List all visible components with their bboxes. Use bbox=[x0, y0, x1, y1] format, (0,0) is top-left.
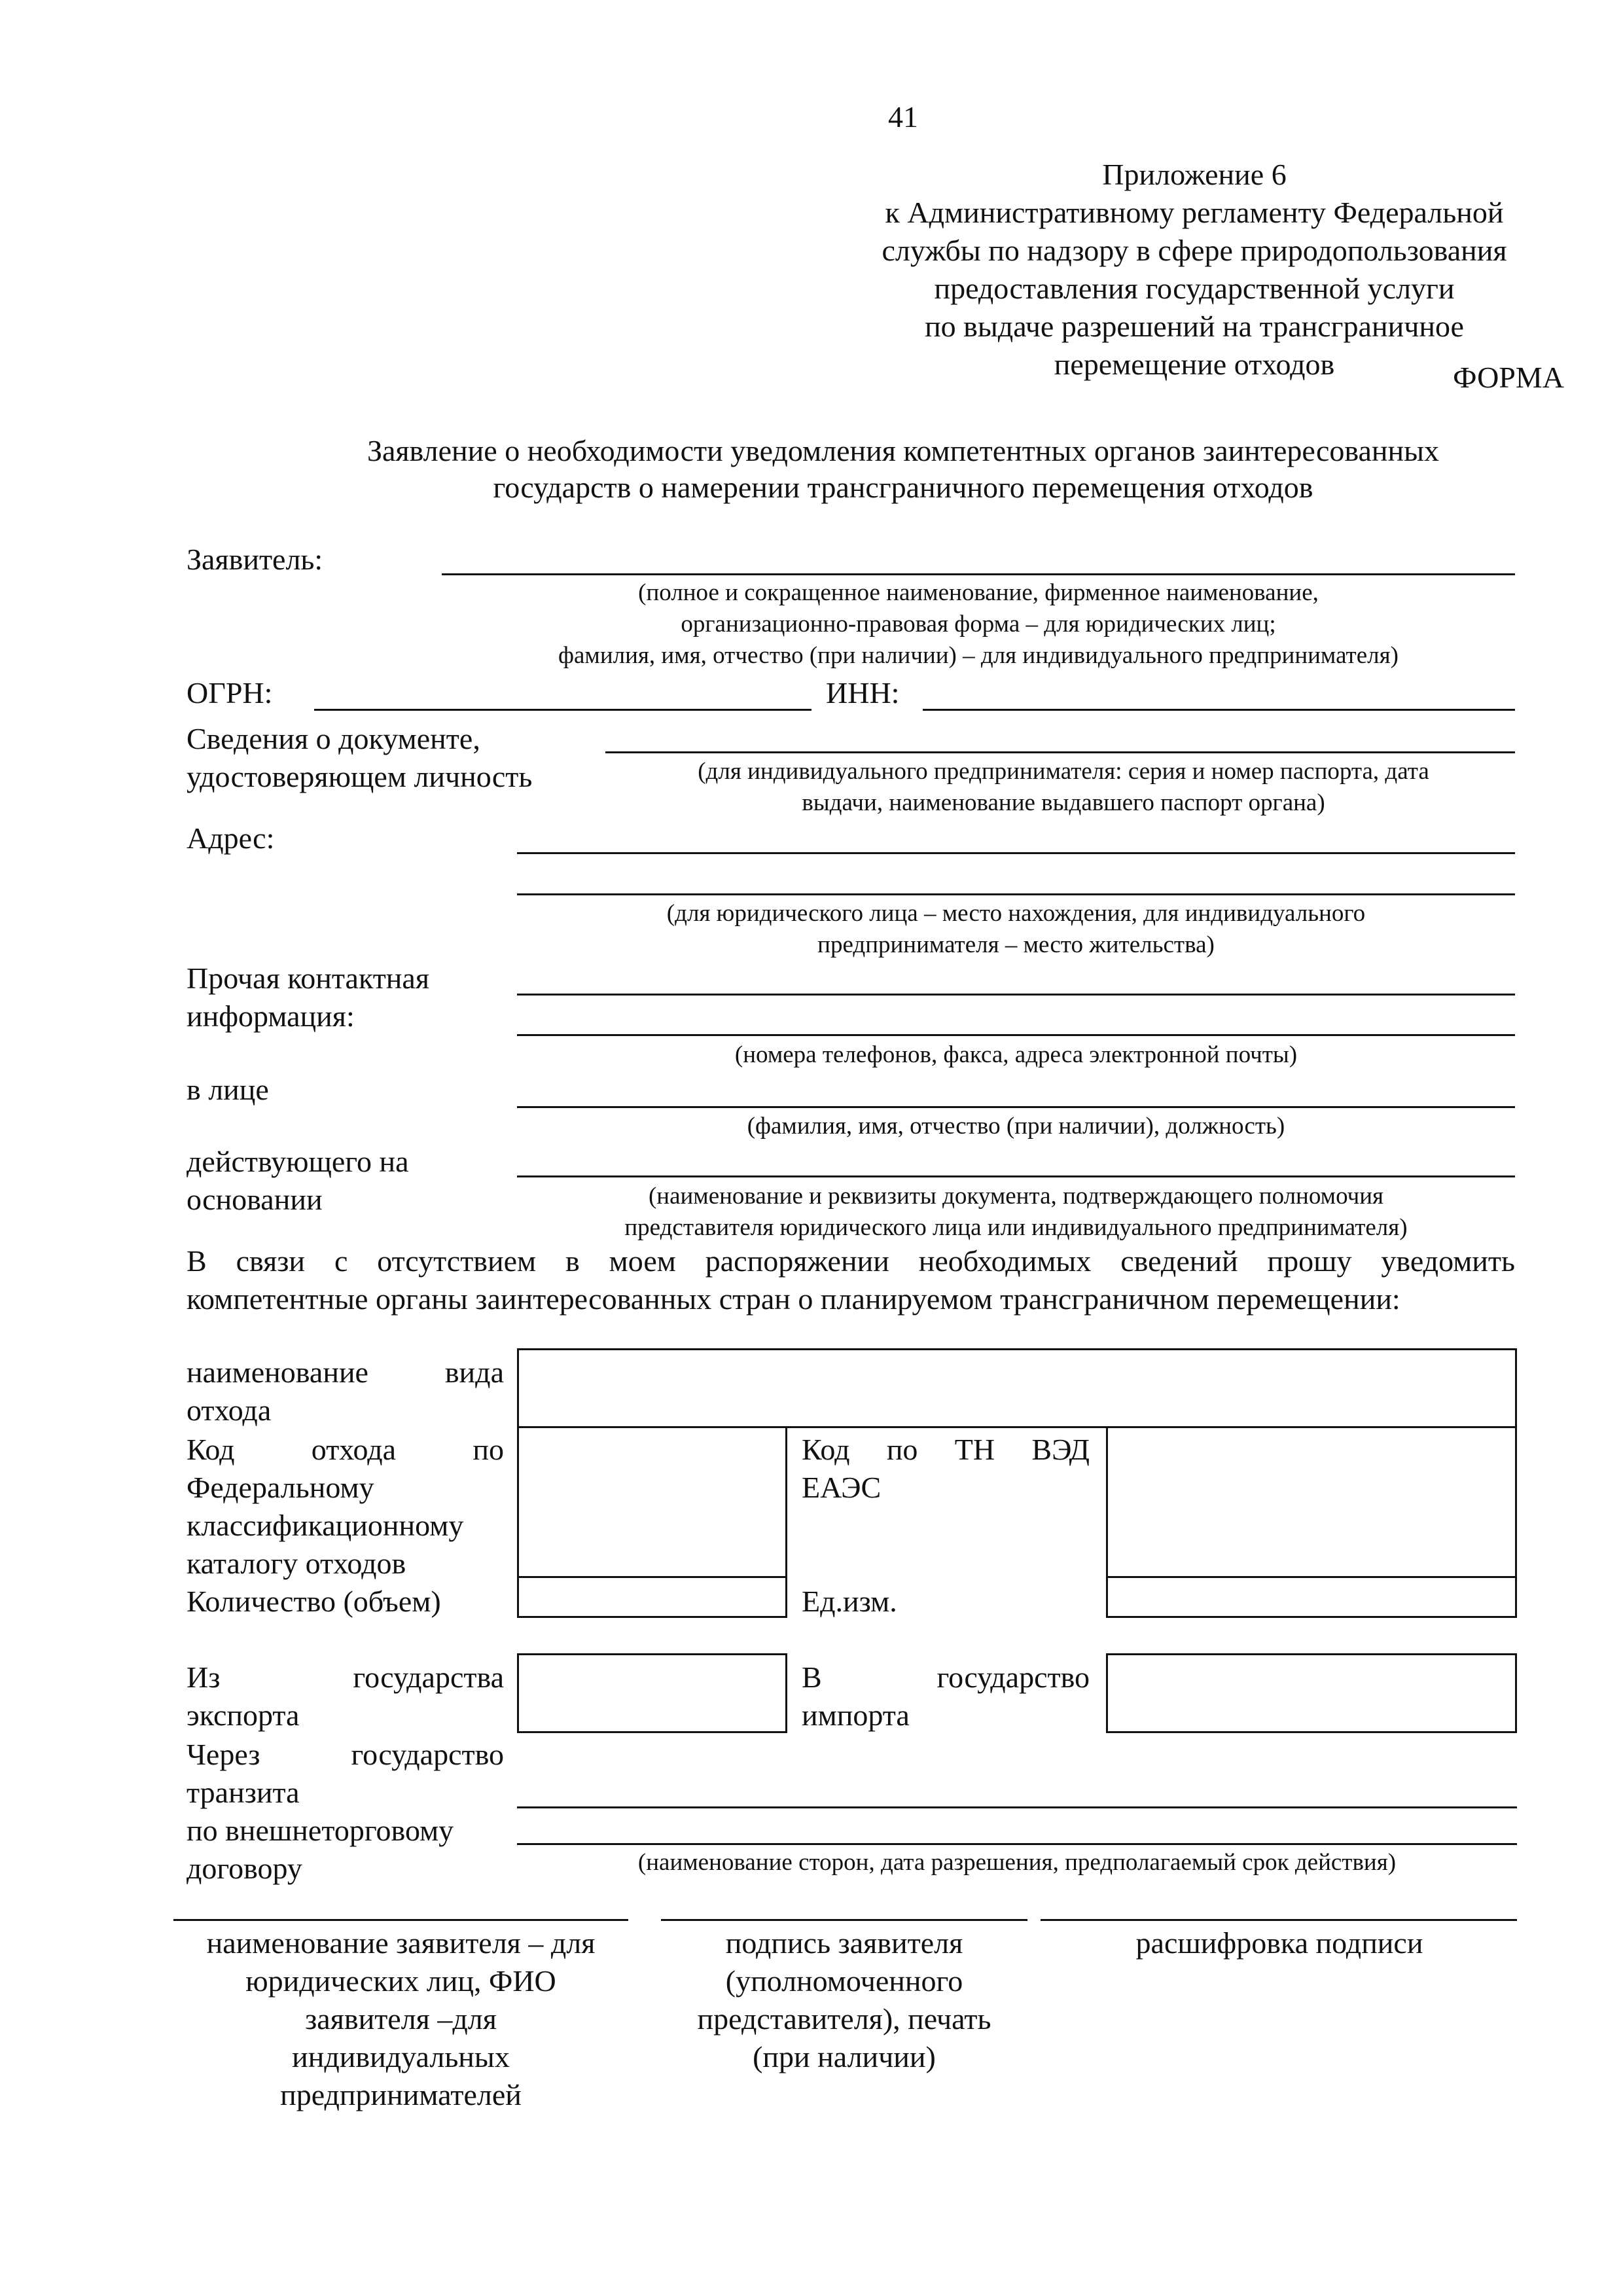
address-hint1: (для юридического лица – место нахождения, для индивидуального bbox=[666, 900, 1366, 927]
applicant-name-signature-line[interactable] bbox=[173, 1919, 628, 1921]
fkko-label3: классификационному bbox=[187, 1509, 464, 1542]
applicant-hint2: организационно-правовая форма – для юридических лиц; bbox=[681, 611, 1276, 637]
contract-field[interactable] bbox=[517, 1843, 1517, 1845]
waste-name-label1: наименование вида bbox=[187, 1355, 504, 1389]
signature-caption-line: представителя), печать bbox=[697, 2002, 991, 2036]
basis-field[interactable] bbox=[517, 1175, 1515, 1177]
signature-caption bbox=[648, 1924, 1041, 2076]
tnved-label1: Код по ТН ВЭД bbox=[802, 1433, 1090, 1466]
inn-field[interactable] bbox=[923, 709, 1515, 711]
request-line1: В связи с отсутствием в моем распоряжении необходимых сведений прошу уведомить bbox=[187, 1244, 1515, 1278]
identity-doc-label2: удостоверяющем личность bbox=[187, 760, 533, 793]
tnved-code-input[interactable] bbox=[1106, 1426, 1517, 1578]
basis-hint2: представителя юридического лица или индивидуального предпринимателя) bbox=[624, 1214, 1408, 1241]
export-country-input[interactable] bbox=[517, 1653, 787, 1733]
contacts-label2: информация: bbox=[187, 999, 355, 1033]
address-field-line2[interactable] bbox=[517, 893, 1515, 895]
applicant-name-caption bbox=[157, 1924, 645, 2114]
identity-doc-hint1: (для индивидуального предпринимателя: серия и номер паспорта, дата bbox=[698, 758, 1429, 785]
transit-label2: транзита bbox=[187, 1776, 300, 1809]
quantity-input[interactable] bbox=[517, 1576, 787, 1618]
form-title-line1: Заявление о необходимости уведомления компетентных органов заинтересованных bbox=[366, 434, 1440, 467]
applicant-hint3: фамилия, имя, отчество (при наличии) – для индивидуального предпринимателя) bbox=[558, 642, 1399, 669]
basis-label2: основании bbox=[187, 1183, 323, 1216]
request-line2: компетентные органы заинтересованных стран о планируемом трансграничном перемещении: bbox=[187, 1282, 1400, 1316]
export-label1: Из государства bbox=[187, 1660, 504, 1694]
representative-label: в лице bbox=[187, 1073, 269, 1106]
signature-line[interactable] bbox=[661, 1919, 1027, 1921]
fkko-label4: каталогу отходов bbox=[187, 1547, 406, 1580]
address-field-line1[interactable] bbox=[517, 852, 1515, 854]
contacts-label1: Прочая контактная bbox=[187, 961, 429, 995]
applicant-name-caption-line: наименование заявителя – для bbox=[206, 1926, 596, 1960]
applicant-label: Заявитель: bbox=[187, 543, 323, 576]
appendix-header bbox=[818, 156, 1571, 384]
contacts-field-line1[interactable] bbox=[517, 994, 1515, 996]
contacts-field-line2[interactable] bbox=[517, 1034, 1515, 1036]
inn-label: ИНН: bbox=[826, 676, 900, 709]
form-title-line2: государств о намерении трансграничного перемещения отходов bbox=[493, 471, 1313, 504]
applicant-name-caption-line: индивидуальных bbox=[292, 2040, 510, 2073]
waste-name-label2: отхода bbox=[187, 1393, 272, 1427]
appendix-number: Приложение 6 bbox=[1102, 158, 1287, 191]
appendix-line: предоставления государственной услуги bbox=[934, 272, 1455, 305]
import-label1: В государство bbox=[802, 1660, 1090, 1694]
applicant-name-caption-line: юридических лиц, ФИО bbox=[245, 1964, 556, 1998]
identity-doc-hint2: выдачи, наименование выдавшего паспорт органа) bbox=[802, 789, 1325, 816]
contract-hint: (наименование сторон, дата разрешения, предполагаемый срок действия) bbox=[637, 1849, 1397, 1876]
fkko-code-input[interactable] bbox=[517, 1426, 787, 1578]
identity-doc-label1: Сведения о документе, bbox=[187, 722, 480, 755]
appendix-line: службы по надзору в сфере природопользования bbox=[882, 234, 1507, 267]
decoding-caption: расшифровка подписи bbox=[1135, 1926, 1423, 1960]
contract-label1: по внешнеторговому bbox=[187, 1814, 454, 1847]
signature-caption-line: подпись заявителя bbox=[725, 1926, 963, 1960]
transit-label1: Через государство bbox=[187, 1738, 504, 1771]
signature-caption-line: (уполномоченного bbox=[725, 1964, 963, 1998]
representative-field[interactable] bbox=[517, 1106, 1515, 1108]
appendix-line: по выдаче разрешений на трансграничное bbox=[925, 310, 1464, 343]
representative-hint: (фамилия, имя, отчество (при наличии), должность) bbox=[747, 1113, 1285, 1139]
decoding-signature-line[interactable] bbox=[1041, 1919, 1517, 1921]
basis-label1: действующего на bbox=[187, 1145, 409, 1178]
fkko-label2: Федеральному bbox=[187, 1471, 374, 1504]
waste-name-input[interactable] bbox=[517, 1348, 1517, 1428]
signature-caption-line: (при наличии) bbox=[753, 2040, 936, 2073]
tnved-label2: ЕАЭС bbox=[802, 1471, 882, 1504]
form-label: ФОРМА bbox=[1453, 361, 1564, 394]
appendix-line: к Административному регламенту Федеральной bbox=[885, 196, 1504, 229]
contract-label2: договору bbox=[187, 1852, 302, 1885]
address-hint2: предпринимателя – место жительства) bbox=[817, 931, 1215, 958]
export-label2: экспорта bbox=[187, 1698, 300, 1732]
contacts-hint: (номера телефонов, факса, адреса электронной почты) bbox=[734, 1041, 1298, 1068]
applicant-name-caption-line: заявителя –для bbox=[305, 2002, 497, 2036]
applicant-hint1: (полное и сокращенное наименование, фирменное наименование, bbox=[638, 579, 1319, 606]
quantity-label: Количество (объем) bbox=[187, 1585, 441, 1618]
unit-input[interactable] bbox=[1106, 1576, 1517, 1618]
ogrn-field[interactable] bbox=[314, 709, 812, 711]
transit-field[interactable] bbox=[517, 1806, 1517, 1808]
applicant-name-caption-line: предпринимателей bbox=[280, 2078, 522, 2111]
import-country-input[interactable] bbox=[1106, 1653, 1517, 1733]
appendix-line: перемещение отходов bbox=[1054, 348, 1335, 381]
page-number: 41 bbox=[888, 100, 918, 134]
identity-doc-field[interactable] bbox=[605, 751, 1515, 753]
applicant-field[interactable] bbox=[442, 573, 1515, 575]
unit-label: Ед.изм. bbox=[802, 1585, 897, 1618]
fkko-label1: Код отхода по bbox=[187, 1433, 504, 1466]
address-label: Адрес: bbox=[187, 821, 275, 855]
basis-hint1: (наименование и реквизиты документа, подтверждающего полномочия bbox=[648, 1183, 1384, 1210]
import-label2: импорта bbox=[802, 1698, 910, 1732]
ogrn-label: ОГРН: bbox=[187, 676, 273, 709]
